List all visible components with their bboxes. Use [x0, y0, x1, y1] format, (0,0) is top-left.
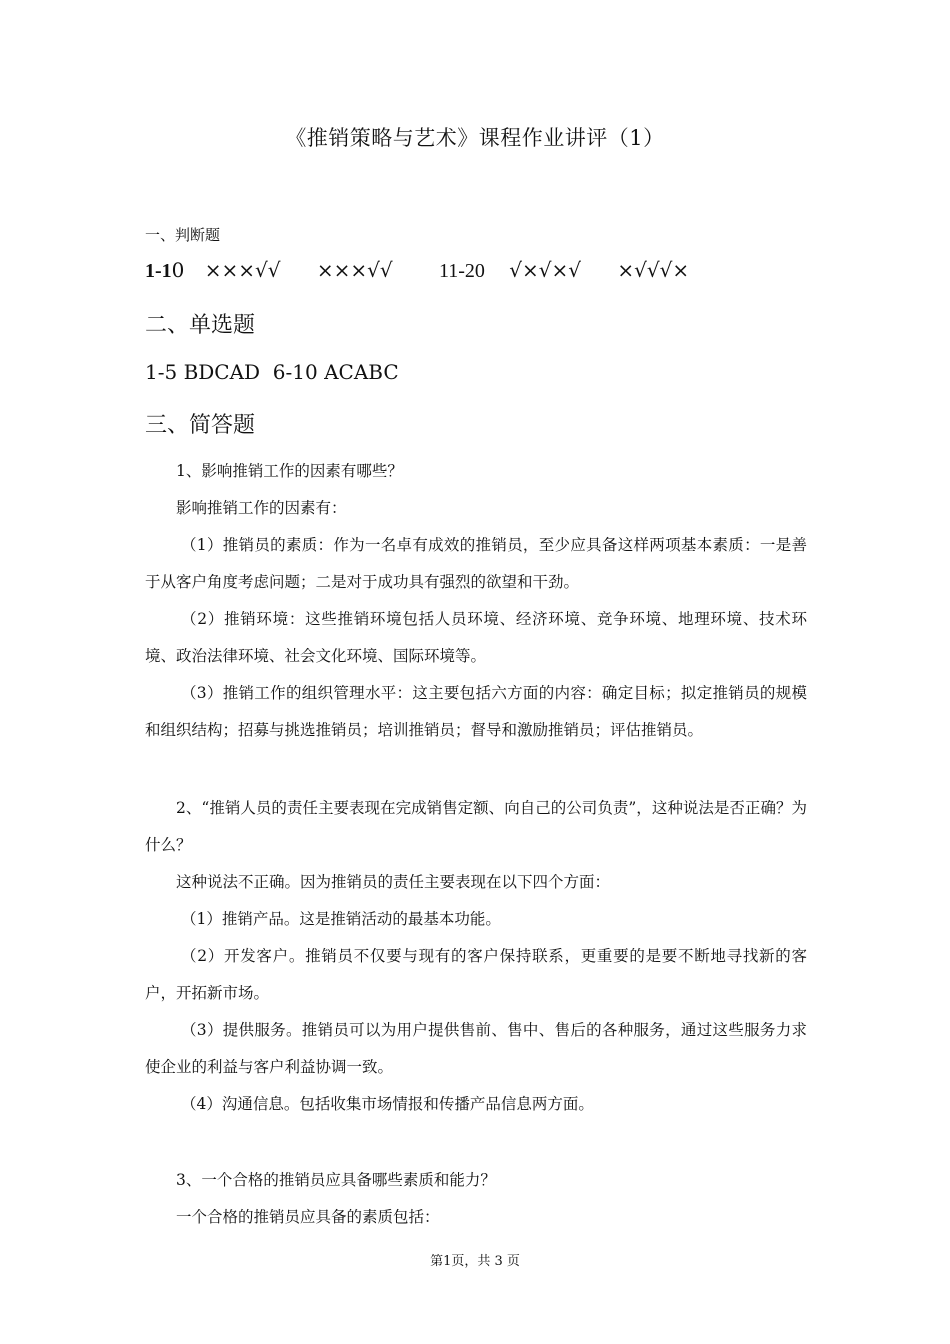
question-1-point-1: （1）推销员的素质：作为一名卓有成效的推销员，至少应具备这样两项基本素质：一是善于从客户角度考虑问题；二是对于成功具有强烈的欲望和干劲。 — [145, 536, 807, 591]
question-3-block — [145, 1162, 807, 1236]
question-3-intro: 一个合格的推销员应具备的素质包括： — [176, 1208, 440, 1226]
question-2-point-2: （2）开发客户。推销员不仅要与现有的客户保持联系，更重要的是要不断地寻找新的客户，开拓新市场。 — [145, 947, 807, 1002]
range1-label: 1-10 — [145, 258, 185, 282]
true-false-answers — [145, 258, 689, 283]
question-2-intro: 这种说法不正确。因为推销员的责任主要表现在以下四个方面： — [176, 873, 611, 891]
question-1-block — [145, 453, 807, 749]
range2-label: 11-20 — [439, 260, 485, 282]
section-heading-short-answer: 三、简答题 — [145, 413, 256, 438]
question-2-point-1: （1）推销产品。这是推销活动的最基本功能。 — [181, 910, 501, 928]
question-2-block — [145, 790, 807, 1123]
document-title: 《推销策略与艺术》课程作业讲评（1） — [285, 126, 665, 150]
range1-group2: ×××√√ — [316, 258, 393, 282]
question-2-point-4: （4）沟通信息。包括收集市场情报和传播产品信息两方面。 — [181, 1095, 594, 1113]
section-heading-true-false: 一、判断题 — [145, 226, 221, 244]
question-1-point-2: （2）推销环境：这些推销环境包括人员环境、经济环境、竞争环境、地理环境、技术环境、政治法律环境、社会文化环境、国际环境等。 — [145, 610, 807, 665]
question-3: 3、一个合格的推销员应具备哪些素质和能力？ — [176, 1171, 496, 1189]
page-footer: 第1页，共 3 页 — [430, 1254, 520, 1269]
question-2: 2、“推销人员的责任主要表现在完成销售定额、向自己的公司负责”，这种说法是否正确？为什么？ — [145, 799, 807, 854]
question-2-point-3: （3）提供服务。推销员可以为用户提供售前、售中、售后的各种服务，通过这些服务力求使企业的利益与客户利益协调一致。 — [145, 1021, 807, 1076]
range1-group1: ×××√√ — [204, 258, 281, 282]
range2-group1: √×√×√ — [509, 258, 582, 282]
question-1-intro: 影响推销工作的因素有： — [176, 499, 347, 517]
question-1: 1、影响推销工作的因素有哪些？ — [176, 462, 403, 480]
question-1-point-3: （3）推销工作的组织管理水平：这主要包括六方面的内容：确定目标；拟定推销员的规模和组织结构；招募与挑选推销员；培训推销员；督导和激励推销员；评估推销员。 — [145, 684, 807, 739]
single-choice-answers: 1-5 BDCAD 6-10 ACABC — [145, 360, 399, 384]
section-heading-single-choice: 二、单选题 — [145, 313, 256, 338]
range2-group2: ×√√√× — [617, 258, 690, 282]
